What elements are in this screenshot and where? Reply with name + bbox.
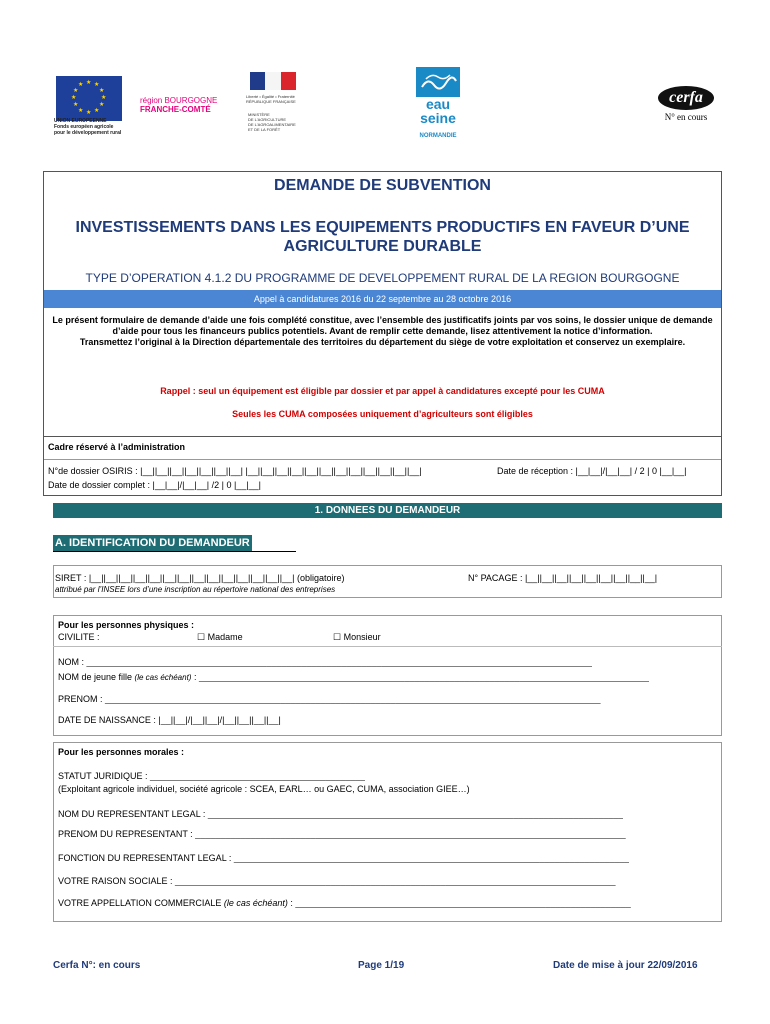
complete-date-field[interactable]: Date de dossier complet : |__|__|/|__|__| /2 | 0 |__|__| [48, 480, 262, 490]
eau-seine-text: eau seine [420, 96, 456, 126]
maiden-name-hint: (le cas échéant) [134, 673, 192, 682]
footer-cerfa: Cerfa N°: en cours [53, 960, 141, 971]
representative-first-name-field[interactable]: PRENOM DU REPRESENTANT : ______________________________________________________________________________________ [58, 829, 626, 839]
maiden-name-blank: : __________________________________________________________________________________________ [191, 672, 650, 682]
maiden-name-label: NOM de jeune fille [58, 672, 135, 682]
reminder-text: Rappel : seul un équipement est éligible par dossier et par appel à candidatures excepté pour les CUMA [160, 386, 605, 396]
siret-note: attribué par l’INSEE lors d’une inscription au répertoire national des entreprises [55, 585, 336, 594]
wave-icon [416, 67, 460, 97]
section-a-underline [53, 551, 296, 552]
trade-name-blank: : ___________________________________________________________________ [287, 898, 631, 908]
representative-name-field[interactable]: NOM DU REPRESENTANT LEGAL : ___________________________________________________________________________________ [58, 809, 624, 819]
region-logo-line1: région BOURGOGNE [140, 96, 218, 105]
eau-seine-emblem [416, 67, 460, 97]
trade-name-label: VOTRE APPELLATION COMMERCIALE [58, 898, 224, 908]
prefecture-motto: Liberté • Égalité • Fraternité RÉPUBLIQUE FRANÇAISE [246, 94, 296, 104]
legal-status-field[interactable]: STATUT JURIDIQUE : ___________________________________________ [58, 771, 366, 781]
admin-divider-2 [44, 459, 721, 460]
cuma-eligibility-text: Seules les CUMA composées uniquement d’agriculteurs sont éligibles [232, 409, 533, 419]
company-name-field[interactable]: VOTRE RAISON SOCIALE : ________________________________________________________________________________________ [58, 876, 616, 886]
admin-title: Cadre réservé à l’administration [48, 442, 186, 452]
physical-divider [53, 646, 722, 647]
reception-date-field[interactable]: Date de réception : |__|__|/|__|__| / 2 | 0 |__|__| [497, 466, 687, 476]
civility-label: CIVILITE : [58, 632, 100, 642]
french-flag-icon [250, 72, 296, 90]
pacage-field[interactable]: N° PACAGE : |__||__||__||__||__||__||__||__||__| [468, 573, 658, 583]
maiden-name-field[interactable] [58, 672, 649, 682]
call-period-band: Appel à candidatures 2016 du 22 septembre au 28 octobre 2016 [44, 290, 721, 308]
footer-page-number: Page 1/19 [358, 960, 405, 971]
eu-logo-text: UNION EUROPEENNE Fonds européen agricole pour le développement rural [54, 118, 122, 136]
cerfa-number: N° en cours [664, 112, 708, 122]
region-logo-line2: FRANCHE-COMTÉ [140, 105, 211, 114]
footer-update-date: Date de mise à jour 22/09/2016 [553, 960, 698, 971]
intro-text: Le présent formulaire de demande d’aide une fois complété constitue, avec l’ensemble des justificatifs joints par vos soins, le dossier unique de demande d’aide pour tous les financeurs publics potentiels. Avant de remplir cette demande, lisez attentivement la notice d’information. Transmettez l’original à la Direction départementale des territoires du département du siège de votre exploitation et conservez un exemplaire. [52, 315, 713, 347]
first-name-field[interactable]: PRENOM : ___________________________________________________________________________________________________ [58, 694, 601, 704]
section-a-header: A. IDENTIFICATION DU DEMANDEUR [55, 537, 250, 549]
page-title: DEMANDE DE SUBVENTION [274, 177, 491, 194]
normandie-text: NORMANDIE [419, 133, 457, 139]
legal-status-hint: (Exploitant agricole individuel, société agricole : SCEA, EARL… ou GAEC, CUMA, association GIEE…) [58, 784, 470, 794]
eu-flag-logo: ★ ★ ★ ★ ★ ★ ★ ★ ★ ★ ★ ★ [56, 76, 122, 121]
admin-divider [44, 436, 721, 437]
page-subtitle: INVESTISSEMENTS DANS LES EQUIPEMENTS PRODUCTIFS EN FAVEUR D’UNE AGRICULTURE DURABLE [75, 219, 690, 255]
osiris-field[interactable]: N°de dossier OSIRIS : |__||__||__||__||__||__||__| |__||__||__||__||__||__||__||__||__||__||__||__| [48, 466, 422, 476]
madame-checkbox[interactable]: ☐ Madame [197, 632, 243, 642]
trade-name-hint: (le cas échéant) [223, 898, 288, 908]
prefecture-logo [244, 70, 302, 132]
last-name-field[interactable]: NOM : _____________________________________________________________________________________________________ [58, 657, 593, 667]
representative-function-field[interactable]: FONCTION DU REPRESENTANT LEGAL : _______________________________________________________________________________ [58, 853, 630, 863]
eau-seine-normandie-logo [416, 67, 460, 143]
siret-field[interactable]: SIRET : |__||__||__||__||__||__||__||__||__||__||__||__||__||__| (obligatoire) [55, 573, 345, 583]
monsieur-checkbox[interactable]: ☐ Monsieur [333, 632, 381, 642]
operation-type: TYPE D’OPERATION 4.1.2 DU PROGRAMME DE DEVELOPPEMENT RURAL DE LA REGION BOURGOGNE [85, 271, 680, 285]
region-logo [140, 96, 230, 114]
birth-date-field[interactable]: DATE DE NAISSANCE : |__||__|/|__||__|/|__||__||__||__| [58, 715, 281, 725]
trade-name-field[interactable] [58, 898, 631, 908]
physical-persons-title: Pour les personnes physiques : [58, 620, 195, 630]
section-1-header: 1. DONNEES DU DEMANDEUR [53, 503, 722, 518]
legal-persons-title: Pour les personnes morales : [58, 747, 185, 757]
ministry-text: MINISTÈRE DE L'AGRICULTURE DE L'AGROALIMENTAIRE ET DE LA FORÊT [248, 112, 296, 132]
cerfa-logo: cerfa [658, 86, 714, 110]
